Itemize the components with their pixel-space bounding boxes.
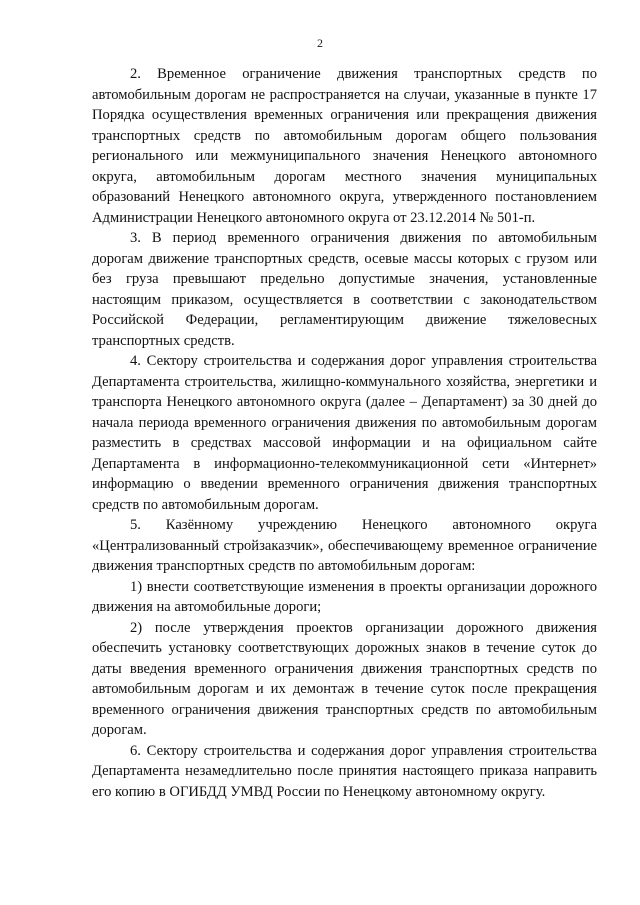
paragraph-item-5: 5. Казённому учреждению Ненецкого автономного округа «Централизованный стройзаказчик», обеспечивающему временное ограничение движения транспортных средств по автомобильным дорогам:	[92, 517, 597, 574]
paragraph-item-3: 3. В период временного ограничения движения по автомобильным дорогам движение транспортных средств, осевые массы которых с грузом или без груза превышают предельно допустимые значения, установленные настоящим приказом, осуществляется в соответствии с законодательством Российской Федерации, регламентирующим движение тяжеловесных транспортных средств.	[92, 230, 597, 349]
paragraph-item-2: 2. Временное ограничение движения транспортных средств по автомобильным дорогам не распространяется на случаи, указанные в пункте 17 Порядка осуществления временных ограничения или прекращения движения транспортных средств по автомобильным дорогам общего пользования регионального или межмуниципального значения Ненецкого автономного округа, автомобильным дорогам местного значения муниципальных образований Ненецкого автономного округа, утвержденного постановлением Администрации Ненецкого автономного округа от 23.12.2014 № 501-п.	[92, 66, 597, 226]
document-body	[92, 64, 597, 802]
paragraph-item-4: 4. Сектору строительства и содержания дорог управления строительства Департамента строительства, жилищно-коммунального хозяйства, энергетики и транспорта Ненецкого автономного округа (далее – Департамент) за 30 дней до начала периода временного ограничения движения по автомобильным дорогам разместить в средствах массовой информации и на официальном сайте Департамента в информационно-телекоммуникационной сети «Интернет» информацию о введении временного ограничения движения транспортных средств по автомобильным дорогам.	[92, 353, 597, 513]
paragraph-subitem-5-2: 2) после утверждения проектов организации дорожного движения обеспечить установку соответствующих дорожных знаков в течение суток до даты введения временного ограничения движения транспортных средств по автомобильным дорогам и их демонтаж в течение суток после прекращения временного ограничения движения транспортных средств по автомобильным дорогам.	[92, 619, 597, 738]
paragraph-item-6: 6. Сектору строительства и содержания дорог управления строительства Департамента незамедлительно после принятия настоящего приказа направить его копию в ОГИБДД УМВД России по Ненецкому автономному округу.	[92, 742, 597, 800]
page-number: 2	[317, 36, 323, 50]
paragraph-subitem-5-1: 1) внести соответствующие изменения в проекты организации дорожного движения на автомобильные дороги;	[92, 578, 597, 615]
